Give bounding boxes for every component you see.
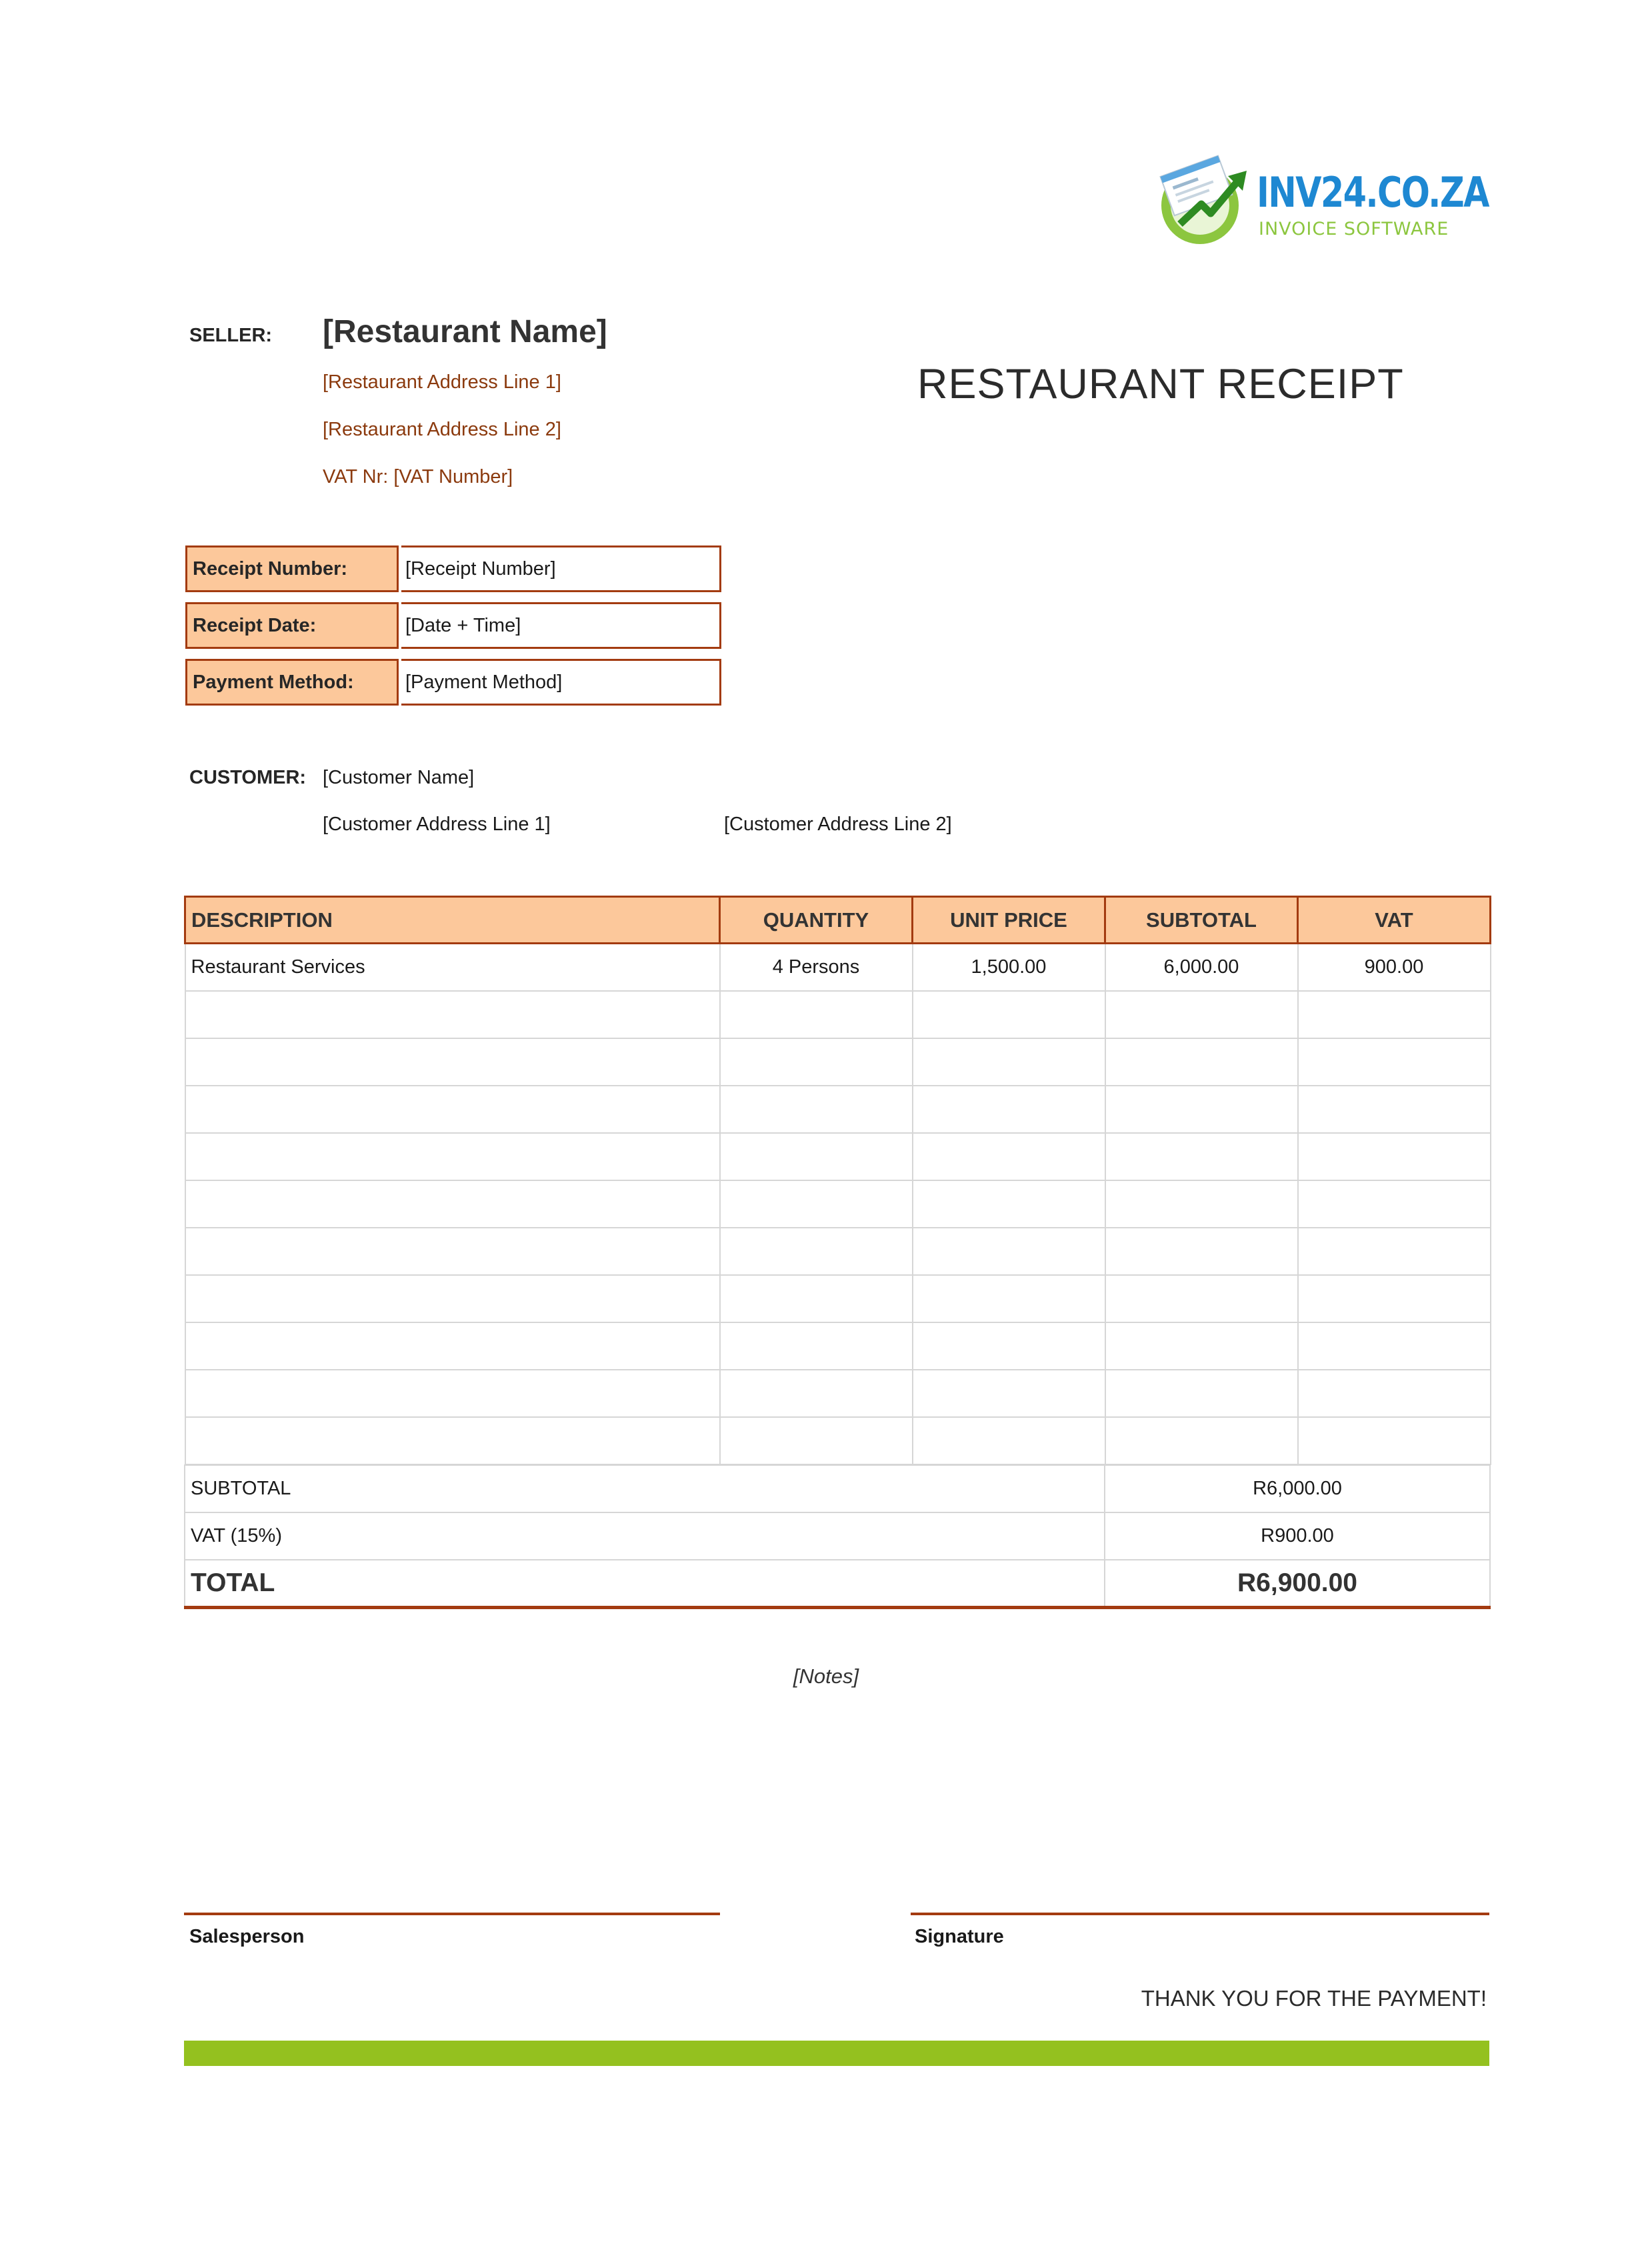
- item-description: [185, 1322, 720, 1370]
- signature-label: Signature: [915, 1926, 1004, 1947]
- receipt-date-value: [Date + Time]: [401, 602, 721, 649]
- item-vat: [1298, 1322, 1491, 1370]
- item-subtotal: 6,000.00: [1105, 944, 1298, 991]
- item-description: [185, 1038, 720, 1086]
- item-description: [185, 1180, 720, 1228]
- item-unit-price: [913, 1133, 1105, 1180]
- column-header-description: DESCRIPTION: [185, 897, 720, 944]
- item-vat: [1298, 1133, 1491, 1180]
- receipt-number-row: [185, 545, 721, 592]
- item-subtotal: [1105, 1417, 1298, 1464]
- column-header-vat: VAT: [1298, 897, 1491, 944]
- page-title: RESTAURANT RECEIPT: [917, 361, 1404, 407]
- subtotal-amount: R6,000.00: [1105, 1465, 1490, 1512]
- item-vat: [1298, 1086, 1491, 1133]
- item-unit-price: [913, 1180, 1105, 1228]
- total-row: [185, 1560, 1490, 1607]
- footer-accent-bar: [184, 2041, 1489, 2066]
- item-quantity: [720, 1417, 913, 1464]
- item-description: [185, 1275, 720, 1322]
- item-unit-price: 1,500.00: [913, 944, 1105, 991]
- item-unit-price: [913, 1038, 1105, 1086]
- item-quantity: [720, 1275, 913, 1322]
- item-unit-price: [913, 1275, 1105, 1322]
- item-subtotal: [1105, 1370, 1298, 1417]
- table-row: [185, 1322, 1491, 1370]
- item-quantity: [720, 1180, 913, 1228]
- vat-amount: R900.00: [1105, 1512, 1490, 1560]
- item-subtotal: [1105, 1275, 1298, 1322]
- item-subtotal: [1105, 991, 1298, 1038]
- line-items-table: [184, 896, 1491, 1465]
- item-vat: 900.00: [1298, 944, 1491, 991]
- item-vat: [1298, 1275, 1491, 1322]
- item-unit-price: [913, 1417, 1105, 1464]
- item-subtotal: [1105, 1322, 1298, 1370]
- table-row: [185, 944, 1491, 991]
- seller-address-line-2: [Restaurant Address Line 2]: [323, 419, 561, 440]
- item-description: [185, 1228, 720, 1275]
- seller-name: [Restaurant Name]: [323, 314, 607, 349]
- seller-vat-number: VAT Nr: [VAT Number]: [323, 466, 513, 487]
- column-header-subtotal: SUBTOTAL: [1105, 897, 1298, 944]
- item-description: Restaurant Services: [185, 944, 720, 991]
- item-quantity: [720, 1086, 913, 1133]
- customer-name: [Customer Name]: [323, 767, 475, 788]
- totals-table: [184, 1464, 1491, 1609]
- table-row: [185, 1180, 1491, 1228]
- item-description: [185, 1417, 720, 1464]
- seller-label: SELLER:: [189, 325, 273, 346]
- customer-address-line-1: [Customer Address Line 1]: [323, 814, 551, 835]
- payment-method-value: [Payment Method]: [401, 659, 721, 706]
- notes-text: [Notes]: [793, 1664, 859, 1688]
- item-vat: [1298, 1038, 1491, 1086]
- table-row: [185, 1038, 1491, 1086]
- item-quantity: [720, 1370, 913, 1417]
- item-vat: [1298, 991, 1491, 1038]
- item-subtotal: [1105, 1038, 1298, 1086]
- total-label: TOTAL: [185, 1560, 1105, 1607]
- item-quantity: [720, 1228, 913, 1275]
- item-unit-price: [913, 1322, 1105, 1370]
- receipt-number-value: [Receipt Number]: [401, 545, 721, 592]
- signature-line: [911, 1913, 1489, 1915]
- item-vat: [1298, 1180, 1491, 1228]
- item-description: [185, 1370, 720, 1417]
- receipt-date-row: [185, 602, 721, 649]
- item-description: [185, 991, 720, 1038]
- item-unit-price: [913, 1370, 1105, 1417]
- item-subtotal: [1105, 1133, 1298, 1180]
- subtotal-row: [185, 1465, 1490, 1512]
- table-row: [185, 1417, 1491, 1464]
- item-unit-price: [913, 1086, 1105, 1133]
- item-unit-price: [913, 1228, 1105, 1275]
- receipt-date-label: Receipt Date:: [185, 602, 399, 649]
- item-quantity: [720, 1322, 913, 1370]
- item-vat: [1298, 1228, 1491, 1275]
- logo-brand-text: INV24.CO.ZA: [1257, 168, 1489, 217]
- payment-method-row: [185, 659, 721, 706]
- item-quantity: [720, 1133, 913, 1180]
- company-logo: [1153, 152, 1489, 259]
- receipt-number-label: Receipt Number:: [185, 545, 399, 592]
- subtotal-label: SUBTOTAL: [185, 1465, 1105, 1512]
- item-quantity: [720, 1038, 913, 1086]
- item-quantity: [720, 991, 913, 1038]
- item-unit-price: [913, 991, 1105, 1038]
- item-description: [185, 1086, 720, 1133]
- table-row: [185, 1133, 1491, 1180]
- logo-tagline: INVOICE SOFTWARE: [1259, 219, 1449, 239]
- thank-you-message: THANK YOU FOR THE PAYMENT!: [1141, 1986, 1487, 2011]
- customer-address-line-2: [Customer Address Line 2]: [724, 814, 952, 835]
- column-header-quantity: QUANTITY: [720, 897, 913, 944]
- item-vat: [1298, 1417, 1491, 1464]
- table-row: [185, 1228, 1491, 1275]
- item-subtotal: [1105, 1086, 1298, 1133]
- payment-method-label: Payment Method:: [185, 659, 399, 706]
- vat-row: [185, 1512, 1490, 1560]
- total-amount: R6,900.00: [1105, 1560, 1490, 1607]
- table-header-row: [185, 897, 1491, 944]
- item-quantity: 4 Persons: [720, 944, 913, 991]
- item-subtotal: [1105, 1180, 1298, 1228]
- customer-label: CUSTOMER:: [189, 767, 307, 788]
- document-growth-arrow-icon: [1153, 152, 1260, 245]
- seller-address-line-1: [Restaurant Address Line 1]: [323, 371, 561, 393]
- table-row: [185, 991, 1491, 1038]
- vat-label: VAT (15%): [185, 1512, 1105, 1560]
- column-header-unit-price: UNIT PRICE: [913, 897, 1105, 944]
- table-row: [185, 1370, 1491, 1417]
- table-row: [185, 1275, 1491, 1322]
- item-vat: [1298, 1370, 1491, 1417]
- item-subtotal: [1105, 1228, 1298, 1275]
- table-row: [185, 1086, 1491, 1133]
- salesperson-signature-line: [184, 1913, 720, 1915]
- item-description: [185, 1133, 720, 1180]
- salesperson-label: Salesperson: [189, 1926, 305, 1947]
